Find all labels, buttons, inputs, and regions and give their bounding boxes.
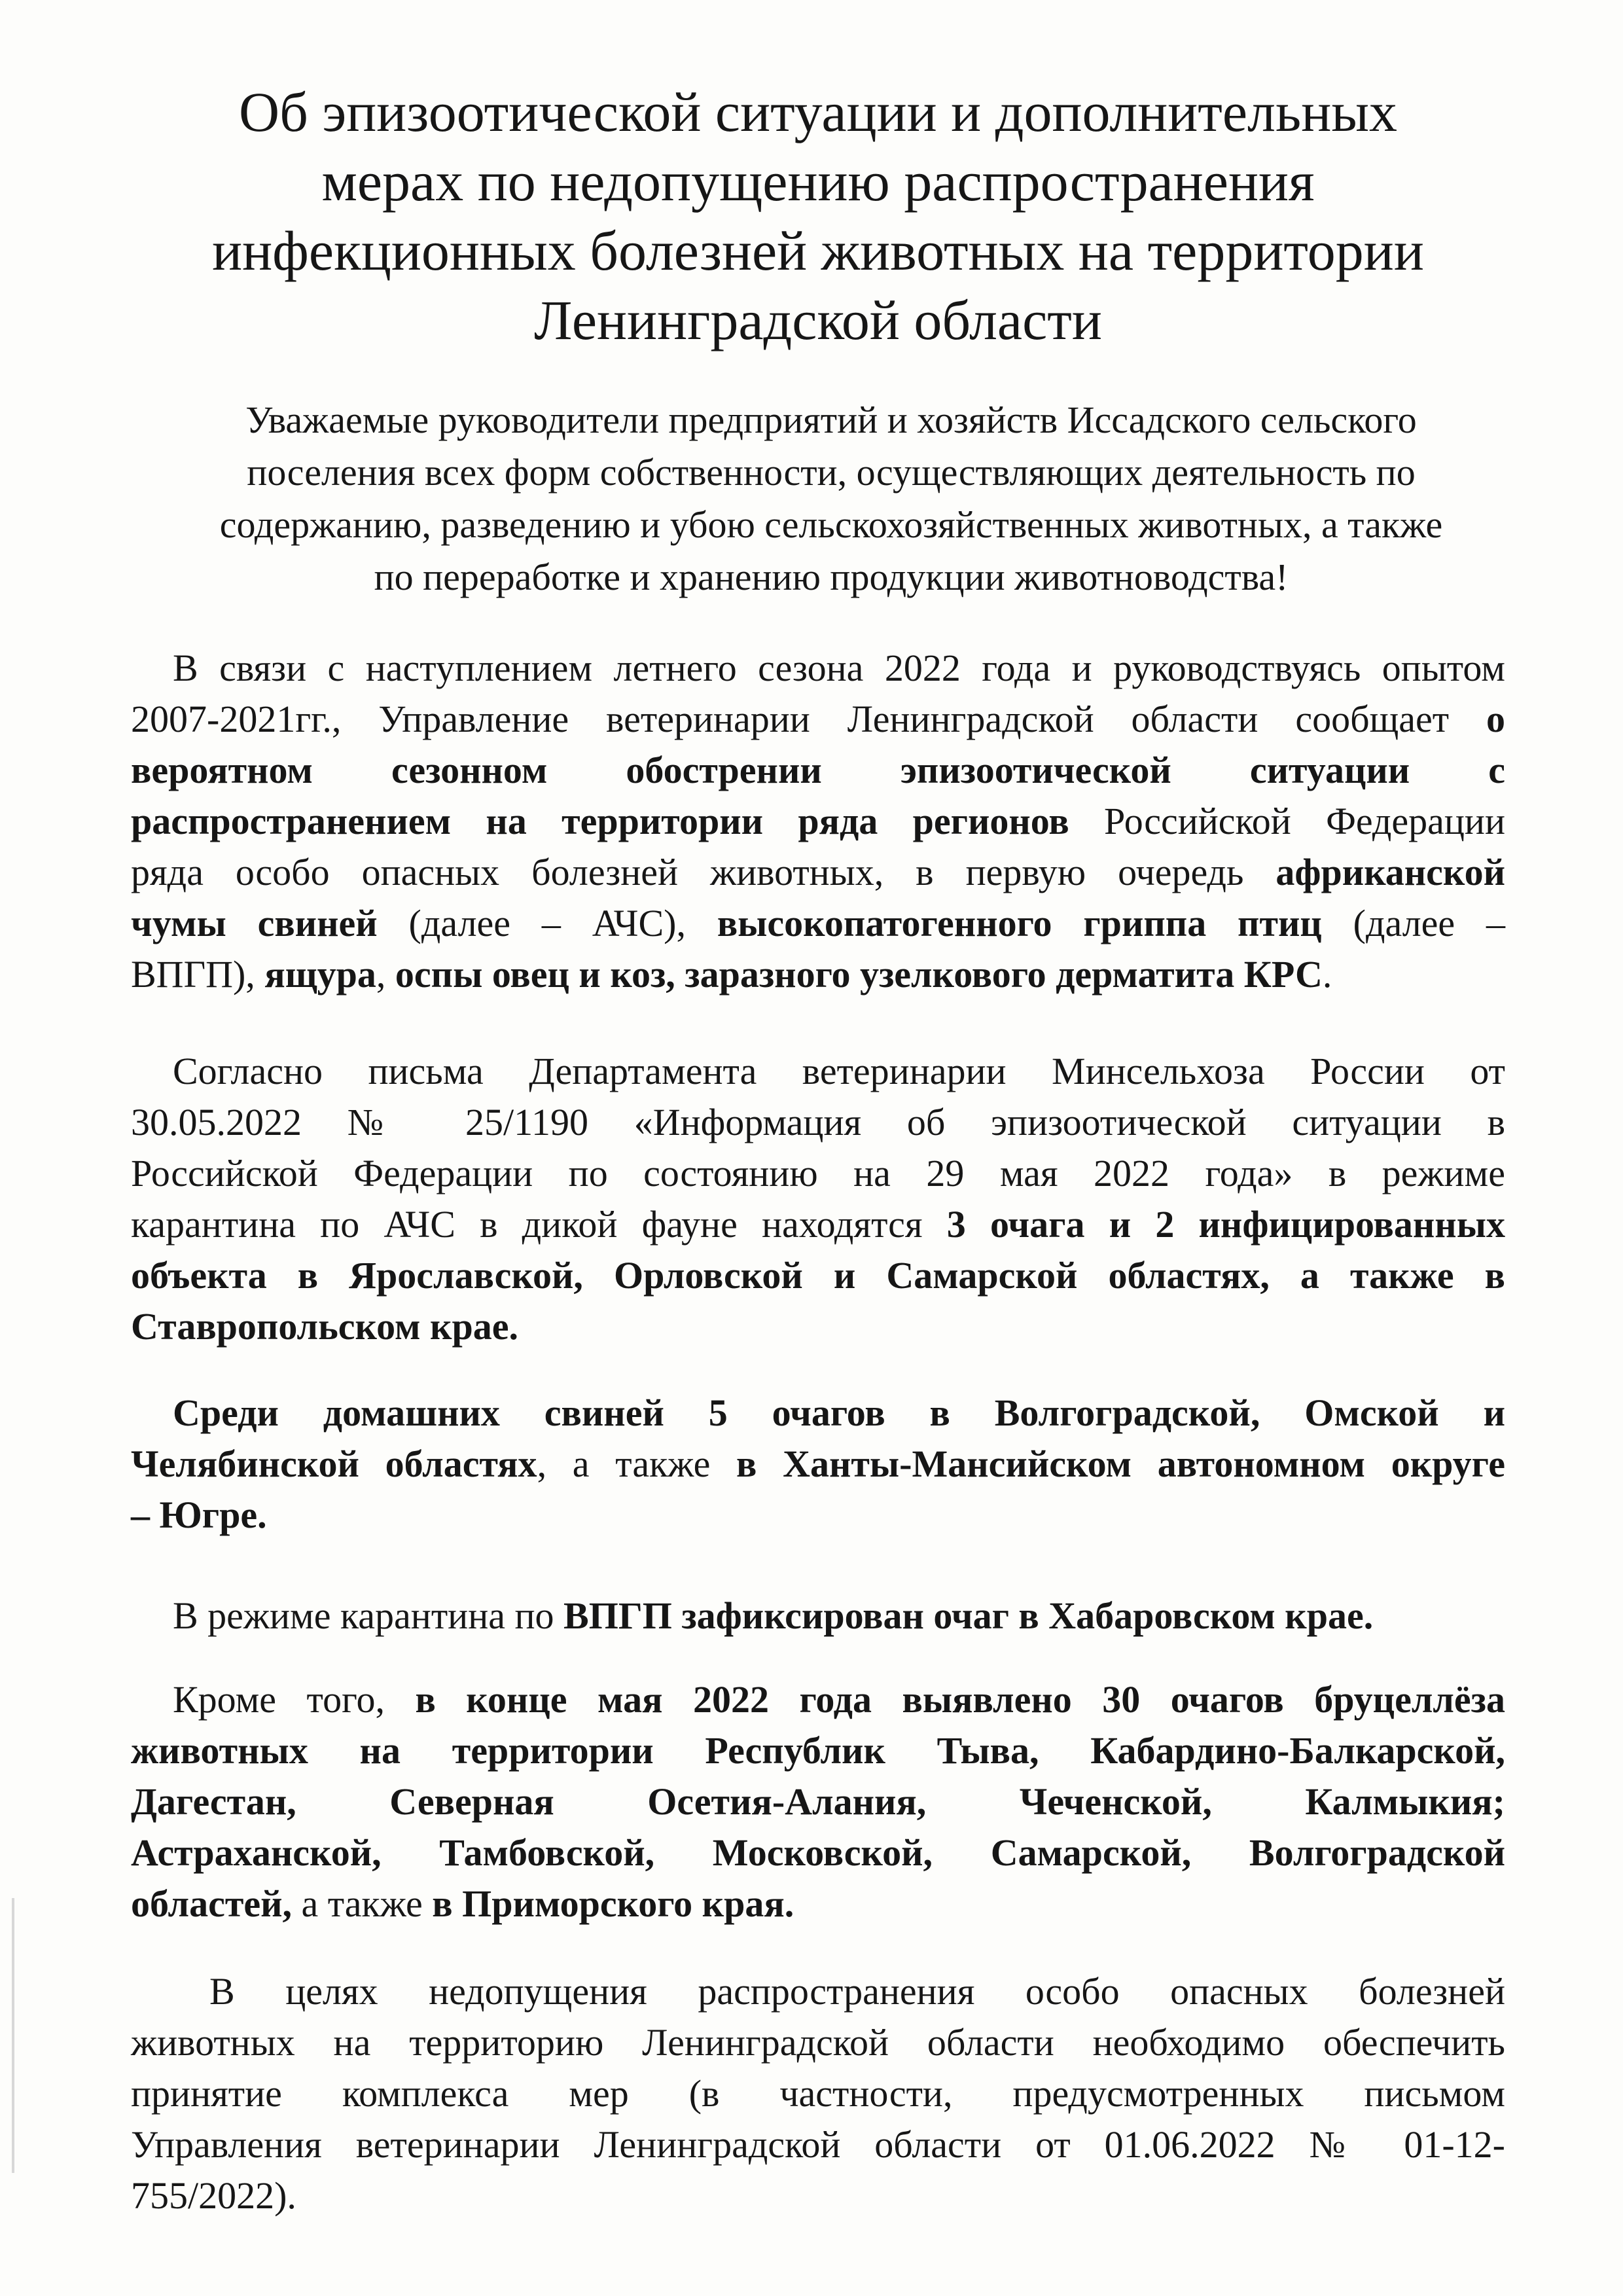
- bold-text: Астраханской, Тамбовской, Московской, Самарской, Волгоградской: [131, 1831, 1505, 1874]
- text-line: [131, 2017, 1505, 2068]
- bold-text: в Приморского края.: [432, 1882, 794, 1925]
- paragraph: [131, 1388, 1505, 1541]
- text-line: [131, 949, 1505, 1000]
- text: 2007-2021гг., Управление ветеринарии Ленинградской области сообщает: [131, 698, 1486, 740]
- paragraph: [131, 643, 1505, 1000]
- bold-text: объекта в Ярославской, Орловской и Самарской областях, а также в: [131, 1254, 1505, 1297]
- text: Управления ветеринарии Ленинградской области от 01.06.2022 № 01-12-: [131, 2123, 1505, 2166]
- bold-text: в Ханты-Мансийском автономном округе: [736, 1443, 1505, 1485]
- text-line: [131, 1725, 1505, 1776]
- greeting-line: поселения всех форм собственности, осуществляющих деятельность по: [247, 451, 1416, 493]
- bold-text: Дагестан, Северная Осетия-Алания, Чеченской, Калмыкия;: [131, 1780, 1505, 1823]
- text: ,: [376, 953, 395, 996]
- bold-text: вероятном сезонном обострении эпизоотической ситуации с: [131, 749, 1505, 791]
- bold-text: высокопатогенного гриппа птиц: [717, 902, 1322, 944]
- bold-text: животных на территории Республик Тыва, Кабардино-Балкарской,: [131, 1729, 1505, 1772]
- bold-text: областей,: [131, 1882, 292, 1925]
- text-line: [131, 2119, 1505, 2170]
- text-line: [131, 1966, 1505, 2017]
- text: карантина по АЧС в дикой фауне находятся: [131, 1203, 947, 1246]
- text: животных на территорию Ленинградской области необходимо обеспечить: [131, 2021, 1505, 2064]
- bold-text: Среди домашних свиней 5 очагов в Волгоградской, Омской и: [173, 1391, 1505, 1434]
- text: Российской Федерации: [1069, 800, 1505, 842]
- text: В целях недопущения распространения особо опасных болезней: [209, 1970, 1505, 2013]
- text-line: [131, 1301, 1505, 1352]
- paragraph: [131, 1674, 1505, 1929]
- text-line: [131, 1388, 1505, 1439]
- text: Согласно письма Департамента ветеринарии Минсельхоза России от: [173, 1050, 1505, 1092]
- text-line: [131, 1250, 1505, 1301]
- text-line: [131, 745, 1505, 796]
- bold-text: Ставропольском крае.: [131, 1305, 518, 1348]
- bold-text: – Югре.: [131, 1494, 267, 1536]
- text-line: [131, 694, 1505, 745]
- bold-text: ящура: [264, 953, 376, 996]
- text: (далее – АЧС),: [377, 902, 717, 944]
- paragraph: [131, 1046, 1505, 1352]
- text: 30.05.2022 № 25/1190 «Информация об эпизоотической ситуации в: [131, 1101, 1505, 1143]
- paragraph: [131, 1966, 1505, 2221]
- text-line: [131, 1776, 1505, 1827]
- scan-edge-shadow: [12, 1898, 14, 2173]
- text: В режиме карантина по: [173, 1594, 564, 1637]
- text-line: [131, 1148, 1505, 1199]
- text: ВПГП),: [131, 953, 265, 996]
- text-line: [131, 847, 1505, 898]
- text: 755/2022).: [131, 2174, 296, 2217]
- text: В связи с наступлением летнего сезона 2022 года и руководствуясь опытом: [173, 647, 1505, 689]
- paragraph: [131, 1590, 1505, 1641]
- bold-text: распространением на территории ряда регионов: [131, 800, 1069, 842]
- bold-text: в конце мая 2022 года выявлено 30 очагов бруцеллёза: [415, 1678, 1505, 1721]
- text: (далее –: [1321, 902, 1505, 944]
- text-line: [131, 1046, 1505, 1097]
- text-line: [131, 1878, 1505, 1929]
- text: Российской Федерации по состоянию на 29 мая 2022 года» в режиме: [131, 1152, 1505, 1194]
- text-line: [131, 1199, 1505, 1250]
- text-line: [131, 1439, 1505, 1490]
- bold-text: африканской: [1275, 851, 1505, 893]
- address-greeting: [157, 394, 1505, 603]
- text-line: [131, 2170, 1505, 2221]
- text: а также: [292, 1882, 433, 1925]
- title-line: Об эпизоотической ситуации и дополнительных: [238, 81, 1397, 143]
- bold-text: ВПГП зафиксирован очаг в Хабаровском крае.: [563, 1594, 1374, 1637]
- greeting-line: содержанию, разведению и убою сельскохозяйственных животных, а также: [219, 503, 1443, 546]
- bold-text: оспы овец и коз, заразного узелкового дерматита КРС: [395, 953, 1323, 996]
- text: ряда особо опасных болезней животных, в первую очередь: [131, 851, 1276, 893]
- bold-text: о: [1486, 698, 1505, 740]
- title-line: Ленинградской области: [534, 289, 1102, 351]
- bold-text: Челябинской областях: [131, 1443, 537, 1485]
- bold-text: 3 очага и 2 инфицированных: [946, 1203, 1505, 1246]
- title-line: мерах по недопущению распространения: [321, 150, 1315, 213]
- greeting-line: Уважаемые руководители предприятий и хозяйств Иссадского сельского: [245, 399, 1417, 441]
- text-line: [131, 1490, 1505, 1541]
- greeting-line: по переработке и хранению продукции животноводства!: [374, 556, 1289, 598]
- bold-text: чумы свиней: [131, 902, 378, 944]
- text-line: [131, 1097, 1505, 1148]
- text-line: [131, 1674, 1505, 1725]
- text-line: [131, 643, 1505, 694]
- text: принятие комплекса мер (в частности, предусмотренных письмом: [131, 2072, 1505, 2115]
- text: , а также: [537, 1443, 737, 1485]
- text: Кроме того,: [173, 1678, 416, 1721]
- document-title: [131, 77, 1505, 355]
- text-line: [131, 1590, 1505, 1641]
- title-line: инфекционных болезней животных на территории: [212, 219, 1424, 282]
- text-line: [131, 2068, 1505, 2119]
- text-line: [131, 1827, 1505, 1878]
- text: .: [1322, 953, 1332, 996]
- text-line: [131, 898, 1505, 949]
- text-line: [131, 796, 1505, 847]
